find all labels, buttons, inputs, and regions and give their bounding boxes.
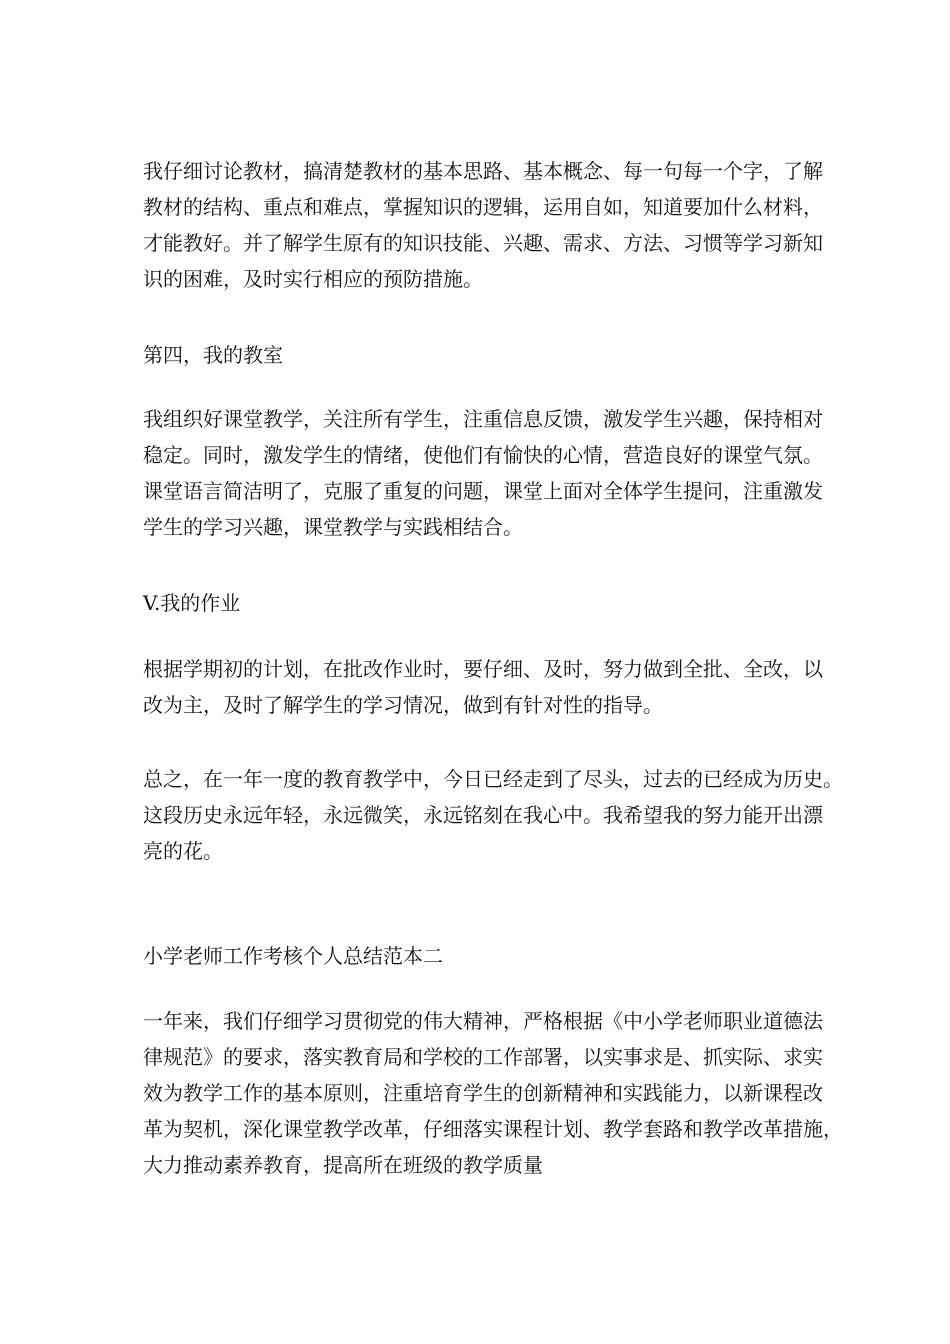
paragraph-year-summary <box>143 1003 843 1183</box>
text-line: 大力推动素养教育，提高所在班级的教学质量 <box>143 1153 543 1177</box>
text-line: 律规范》的要求，落实教育局和学校的工作部署，以实事求是、抓实际、求实 <box>143 1045 823 1069</box>
text-line: 总之，在一年一度的教育教学中，今日已经走到了尽头，过去的已经成为历史。 <box>143 767 843 791</box>
text-line: 我仔细讨论教材，搞清楚教材的基本思路、基本概念、每一句每一个字，了解 <box>143 159 823 183</box>
heading-text: 第四，我的教室 <box>143 343 283 367</box>
title-text: 小学老师工作考核个人总结范本二 <box>143 944 443 968</box>
section-heading-homework <box>143 585 823 621</box>
paragraph-study-materials <box>143 153 823 297</box>
text-line: 才能教好。并了解学生原有的知识技能、兴趣、需求、方法、习惯等学习新知 <box>143 231 823 255</box>
text-line: 教材的结构、重点和难点，掌握知识的逻辑，运用自如，知道要加什么材料， <box>143 195 823 219</box>
text-line: 一年来，我们仔细学习贯彻党的伟大精神，严格根据《中小学老师职业道德法 <box>143 1009 823 1033</box>
paragraph-conclusion <box>143 761 843 869</box>
text-line: 根据学期初的计划，在批改作业时，要仔细、及时，努力做到全批、全改，以 <box>143 657 823 681</box>
text-line: 改为主，及时了解学生的学习情况，做到有针对性的指导。 <box>143 693 663 717</box>
text-line: 学生的学习兴趣，课堂教学与实践相结合。 <box>143 515 523 539</box>
text-line: 课堂语言简洁明了，克服了重复的问题，课堂上面对全体学生提问，注重激发 <box>143 479 823 503</box>
text-line: 这段历史永远年轻，永远微笑，永远铭刻在我心中。我希望我的努力能开出漂 <box>143 803 823 827</box>
paragraph-classroom <box>143 401 823 545</box>
heading-text: V.我的作业 <box>143 591 241 615</box>
text-line: 识的困难，及时实行相应的预防措施。 <box>143 267 483 291</box>
text-line: 我组织好课堂教学，关注所有学生，注重信息反馈，激发学生兴趣，保持相对 <box>143 407 823 431</box>
text-line: 稳定。同时，激发学生的情绪，使他们有愉快的心情，营造良好的课堂气氛。 <box>143 443 823 467</box>
text-line: 亮的花。 <box>143 839 223 863</box>
text-line: 效为教学工作的基本原则，注重培育学生的创新精神和实践能力，以新课程改 <box>143 1081 823 1105</box>
text-line: 革为契机，深化课堂教学改革，仔细落实课程计划、教学套路和教学改革措施， <box>143 1117 843 1141</box>
section-heading-classroom <box>143 337 823 373</box>
section-title-sample-two <box>143 938 823 974</box>
paragraph-homework <box>143 651 823 723</box>
